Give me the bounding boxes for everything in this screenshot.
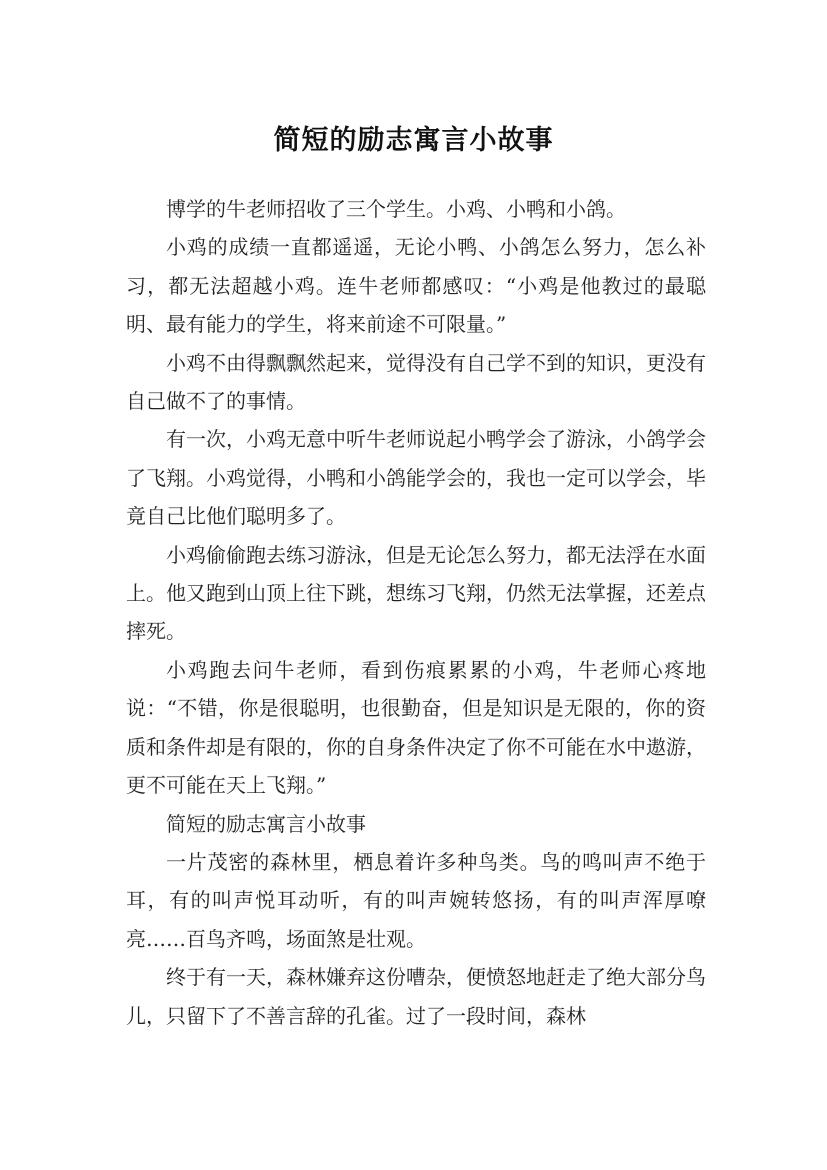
paragraph: 小鸡偷偷跑去练习游泳，但是无论怎么努力，都无法浮在水面上。他又跑到山顶上往下跳，想练习飞翔，仍然无法掌握，还差点摔死。	[126, 542, 706, 644]
paragraph: 小鸡的成绩一直都遥遥，无论小鸭、小鸽怎么努力，怎么补习，都无法超越小鸡。连牛老师都感叹：“小鸡是他教过的最聪明、最有能力的学生，将来前途不可限量。”	[126, 235, 706, 337]
paragraph: 小鸡跑去问牛老师，看到伤痕累累的小鸡，牛老师心疼地说：“不错，你是很聪明，也很勤奋，但是知识是无限的，你的资质和条件却是有限的，你的自身条件决定了你不可能在水中遨游，更不可能在天上飞翔。”	[126, 657, 706, 798]
paragraph: 终于有一天，森林嫌弃这份嘈杂，便愤怒地赶走了绝大部分鸟儿，只留下了不善言辞的孔雀。过了一段时间，森林	[126, 965, 706, 1028]
document-body	[126, 190, 706, 1035]
paragraph: 博学的牛老师招收了三个学生。小鸡、小鸭和小鸽。	[166, 197, 626, 221]
section-heading: 简短的励志寓言小故事	[166, 811, 366, 836]
paragraph: 一片茂密的森林里，栖息着许多种鸟类。鸟的鸣叫声不绝于耳，有的叫声悦耳动听，有的叫声婉转悠扬，有的叫声浑厚嘹亮……百鸟齐鸣，场面煞是壮观。	[126, 849, 706, 951]
paragraph: 有一次，小鸡无意中听牛老师说起小鸭学会了游泳，小鸽学会了飞翔。小鸡觉得，小鸭和小鸽能学会的，我也一定可以学会，毕竟自己比他们聪明多了。	[126, 427, 706, 529]
paragraph: 小鸡不由得飘飘然起来，觉得没有自己学不到的知识，更没有自己做不了的事情。	[126, 350, 706, 414]
document-title: 简短的励志寓言小故事	[273, 125, 554, 157]
